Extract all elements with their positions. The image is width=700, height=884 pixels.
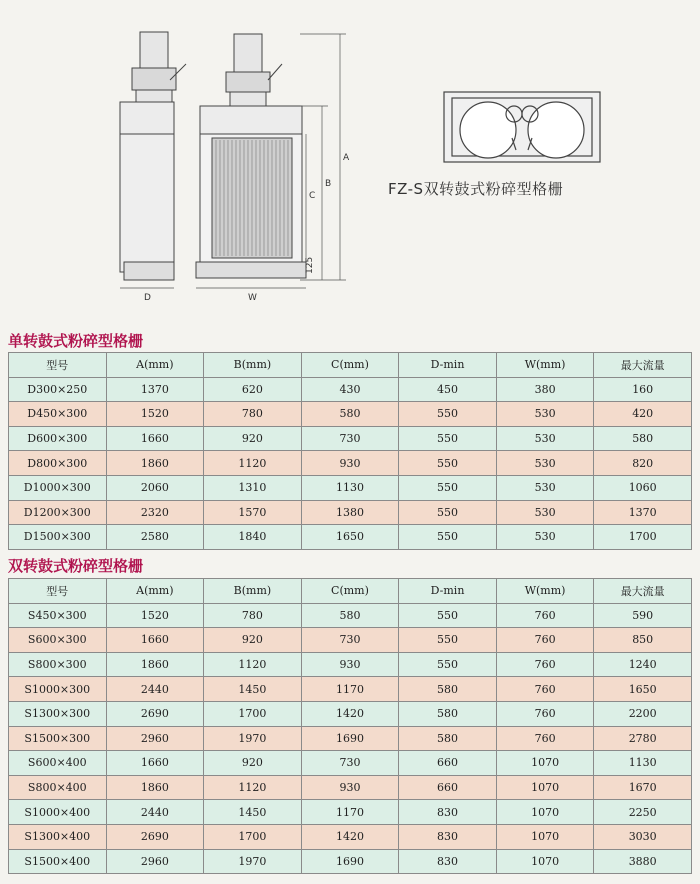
table-cell: 1170 (301, 800, 399, 825)
technical-drawing (0, 0, 700, 320)
column-header: A(mm) (106, 579, 204, 604)
table-cell: 1520 (106, 402, 204, 427)
table-cell: 1070 (496, 775, 594, 800)
table-cell: 660 (399, 775, 497, 800)
table-cell: 2440 (106, 677, 204, 702)
column-header: B(mm) (204, 579, 302, 604)
table-cell: 550 (399, 500, 497, 525)
table-cell: 530 (496, 500, 594, 525)
table-cell: 550 (399, 402, 497, 427)
table-cell: 930 (301, 652, 399, 677)
dim-label-a: A (343, 153, 350, 163)
table-row (9, 628, 692, 653)
table-cell: 760 (496, 726, 594, 751)
column-header: 型号 (9, 353, 107, 378)
table-cell: 760 (496, 628, 594, 653)
table-cell: 730 (301, 751, 399, 776)
table-cell: 2960 (106, 726, 204, 751)
table-cell: 550 (399, 475, 497, 500)
table-cell: 1970 (204, 726, 302, 751)
table-cell: 920 (204, 426, 302, 451)
table-cell: 1170 (301, 677, 399, 702)
table-cell: 1700 (594, 525, 692, 550)
table-cell: 530 (496, 426, 594, 451)
column-header: 型号 (9, 579, 107, 604)
table-cell: D600×300 (9, 426, 107, 451)
table-cell: 1060 (594, 475, 692, 500)
table-cell: 550 (399, 652, 497, 677)
table-cell: S450×300 (9, 603, 107, 628)
table-cell: 580 (399, 726, 497, 751)
column-header: W(mm) (496, 353, 594, 378)
plan-view (444, 92, 600, 162)
table-cell: 1660 (106, 426, 204, 451)
table-cell: S1300×300 (9, 701, 107, 726)
column-header: C(mm) (301, 579, 399, 604)
table-cell: S1500×400 (9, 849, 107, 874)
table-cell: 1450 (204, 800, 302, 825)
table-cell: 1670 (594, 775, 692, 800)
table-cell: 590 (594, 603, 692, 628)
table-cell: 1120 (204, 652, 302, 677)
table-row (9, 677, 692, 702)
column-header: C(mm) (301, 353, 399, 378)
table-cell: 550 (399, 603, 497, 628)
table-cell: 820 (594, 451, 692, 476)
table-cell: 550 (399, 426, 497, 451)
table-cell: 550 (399, 451, 497, 476)
table-cell: 930 (301, 775, 399, 800)
table-cell: 430 (301, 377, 399, 402)
dim-label-c: C (309, 191, 316, 201)
table-cell: S1000×300 (9, 677, 107, 702)
table-cell: 550 (399, 525, 497, 550)
column-header: 最大流量 (594, 579, 692, 604)
table-row (9, 603, 692, 628)
table-cell: 730 (301, 628, 399, 653)
table-cell: 1650 (594, 677, 692, 702)
table-cell: 830 (399, 849, 497, 874)
table-row (9, 775, 692, 800)
table-cell: 1370 (594, 500, 692, 525)
table-cell: 1970 (204, 849, 302, 874)
table-cell: 1860 (106, 652, 204, 677)
table-cell: 380 (496, 377, 594, 402)
table-cell: 530 (496, 475, 594, 500)
table-cell: 1700 (204, 824, 302, 849)
table-row (9, 475, 692, 500)
table-cell: 1660 (106, 751, 204, 776)
table-cell: 160 (594, 377, 692, 402)
table-cell: 920 (204, 751, 302, 776)
table-cell: S1300×400 (9, 824, 107, 849)
table-row (9, 701, 692, 726)
dim-label-d: D (144, 293, 151, 303)
table-cell: 3880 (594, 849, 692, 874)
table-row (9, 500, 692, 525)
table-cell: 1860 (106, 451, 204, 476)
table-cell: 730 (301, 426, 399, 451)
table-cell: 830 (399, 800, 497, 825)
table-cell: D300×250 (9, 377, 107, 402)
column-header: 最大流量 (594, 353, 692, 378)
table-cell: 830 (399, 824, 497, 849)
table-cell: 1660 (106, 628, 204, 653)
table-row (9, 402, 692, 427)
table-cell: 1370 (106, 377, 204, 402)
table-cell: 620 (204, 377, 302, 402)
table-cell: 760 (496, 677, 594, 702)
double-drum-table (8, 578, 692, 874)
table-cell: 530 (496, 402, 594, 427)
table-cell: 1420 (301, 824, 399, 849)
table-cell: 1380 (301, 500, 399, 525)
single-drum-table (8, 352, 692, 550)
table-cell: D1200×300 (9, 500, 107, 525)
front-view (196, 34, 306, 278)
single-drum-title: 单转鼓式粉碎型格栅 (8, 332, 144, 350)
table-cell: 1420 (301, 701, 399, 726)
table-row (9, 726, 692, 751)
table-row (9, 824, 692, 849)
table-row (9, 800, 692, 825)
table-cell: S800×400 (9, 775, 107, 800)
table-row (9, 751, 692, 776)
table-cell: S600×300 (9, 628, 107, 653)
column-header: A(mm) (106, 353, 204, 378)
table-cell: D1000×300 (9, 475, 107, 500)
dim-label-w: W (248, 293, 257, 303)
table-cell: 580 (301, 402, 399, 427)
table-cell: 580 (399, 677, 497, 702)
table-cell: 850 (594, 628, 692, 653)
figure-caption: FZ-S双转鼓式粉碎型格栅 (388, 180, 564, 198)
table-cell: 1070 (496, 800, 594, 825)
table-cell: 660 (399, 751, 497, 776)
table-cell: 2250 (594, 800, 692, 825)
column-header: B(mm) (204, 353, 302, 378)
table-cell: 1070 (496, 824, 594, 849)
table-cell: 1070 (496, 849, 594, 874)
table-cell: 2580 (106, 525, 204, 550)
table-cell: D1500×300 (9, 525, 107, 550)
table-cell: D800×300 (9, 451, 107, 476)
table-cell: 1520 (106, 603, 204, 628)
table-cell: 2060 (106, 475, 204, 500)
grinder-drawing-svg (0, 0, 700, 320)
table-cell: 580 (301, 603, 399, 628)
table-cell: 1310 (204, 475, 302, 500)
table-cell: 450 (399, 377, 497, 402)
table-cell: 530 (496, 451, 594, 476)
table-row (9, 652, 692, 677)
table-cell: 780 (204, 603, 302, 628)
table-cell: 920 (204, 628, 302, 653)
table-cell: 2200 (594, 701, 692, 726)
table-cell: 1450 (204, 677, 302, 702)
table-cell: 580 (594, 426, 692, 451)
column-header: W(mm) (496, 579, 594, 604)
table-cell: 1130 (301, 475, 399, 500)
table-cell: 2690 (106, 701, 204, 726)
table-cell: 1120 (204, 451, 302, 476)
table-cell: 530 (496, 525, 594, 550)
table-cell: 780 (204, 402, 302, 427)
table-cell: 2960 (106, 849, 204, 874)
table-cell: 1240 (594, 652, 692, 677)
table-cell: S1000×400 (9, 800, 107, 825)
table-row (9, 426, 692, 451)
table-cell: 760 (496, 603, 594, 628)
table-cell: 2780 (594, 726, 692, 751)
table-cell: 1070 (496, 751, 594, 776)
table-cell: 1130 (594, 751, 692, 776)
table-cell: S800×300 (9, 652, 107, 677)
table-row (9, 451, 692, 476)
side-view (120, 32, 186, 280)
table-cell: 1120 (204, 775, 302, 800)
table-cell: 1570 (204, 500, 302, 525)
table-cell: 1840 (204, 525, 302, 550)
dim-label-b: B (325, 179, 332, 189)
table-cell: 2440 (106, 800, 204, 825)
table-row (9, 377, 692, 402)
table-cell: 930 (301, 451, 399, 476)
column-header: D-min (399, 579, 497, 604)
table-cell: 2320 (106, 500, 204, 525)
table-cell: 1860 (106, 775, 204, 800)
table-cell: 1650 (301, 525, 399, 550)
table-cell: 580 (399, 701, 497, 726)
double-drum-title: 双转鼓式粉碎型格栅 (8, 557, 144, 575)
table-cell: D450×300 (9, 402, 107, 427)
table-cell: 2690 (106, 824, 204, 849)
table-header-row (9, 353, 692, 378)
table-cell: 760 (496, 652, 594, 677)
table-cell: 1700 (204, 701, 302, 726)
table-row (9, 849, 692, 874)
table-cell: 760 (496, 701, 594, 726)
table-row (9, 525, 692, 550)
column-header: D-min (399, 353, 497, 378)
dim-label-h: 125 (305, 256, 315, 274)
table-cell: 1690 (301, 726, 399, 751)
table-cell: S1500×300 (9, 726, 107, 751)
table-cell: 3030 (594, 824, 692, 849)
table-cell: 1690 (301, 849, 399, 874)
table-cell: 550 (399, 628, 497, 653)
table-cell: S600×400 (9, 751, 107, 776)
table-header-row (9, 579, 692, 604)
table-cell: 420 (594, 402, 692, 427)
